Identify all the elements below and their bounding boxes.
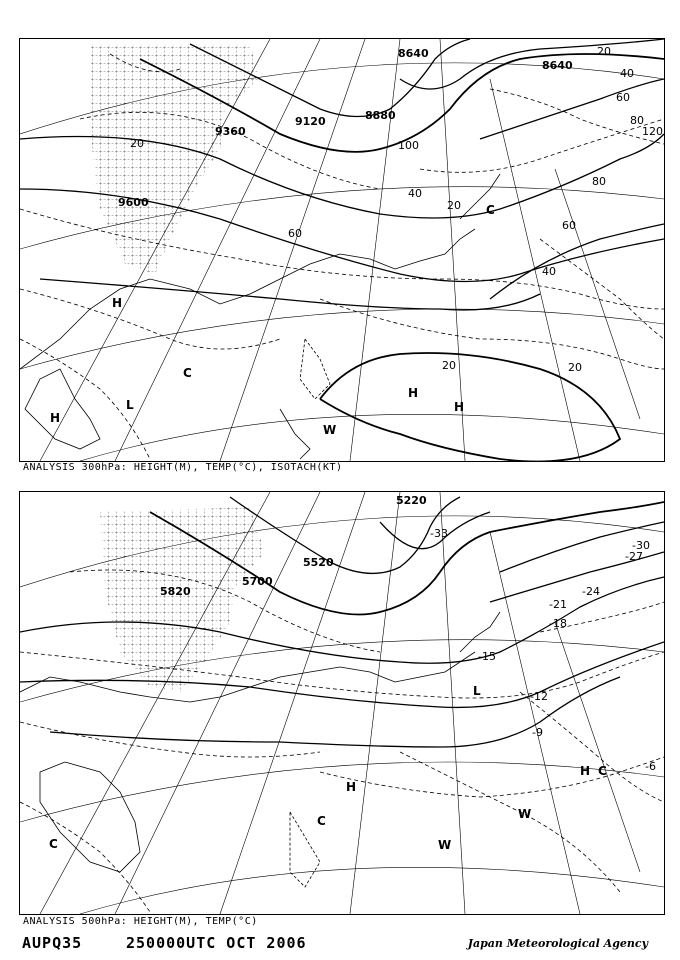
temperature-label: -30 [632, 539, 650, 552]
height-label: 5700 [242, 575, 273, 588]
temperature-label: -27 [625, 550, 643, 563]
isotach-label: 120 [642, 125, 663, 138]
isotach-label: 80 [592, 175, 606, 188]
isotach-label: 80 [630, 114, 644, 127]
isotach-label: 20 [442, 359, 456, 372]
isotach-label: 40 [542, 265, 556, 278]
cold-center-marker: C [598, 764, 607, 778]
cold-center-marker: C [49, 837, 58, 851]
isotach-label: 60 [562, 219, 576, 232]
isotach-label: 60 [288, 227, 302, 240]
warm-center-marker: W [438, 838, 452, 852]
temperature-label: -21 [549, 598, 567, 611]
isotach-label: 20 [447, 199, 461, 212]
height-label: 9600 [118, 196, 149, 209]
temperature-label: -12 [530, 690, 548, 703]
high-pressure-marker: H [408, 386, 419, 400]
height-label: 5520 [303, 556, 334, 569]
terrain-hatch [90, 44, 260, 274]
terrain-hatch [100, 507, 265, 692]
temperature-label: -18 [549, 617, 567, 630]
isotach-label: 100 [398, 139, 419, 152]
warm-center-marker: W [323, 423, 337, 437]
high-pressure-marker: H [454, 400, 465, 414]
warm-center-marker: W [518, 807, 532, 821]
height-label: 5220 [396, 494, 427, 507]
coastline [20, 174, 500, 459]
isotach-label: 40 [620, 67, 634, 80]
low-pressure-marker: L [473, 684, 481, 698]
high-pressure-marker: H [580, 764, 591, 778]
low-pressure-marker: L [126, 398, 134, 412]
valid-time: 250000UTC OCT 2006 [126, 934, 307, 952]
height-label: 9120 [295, 115, 326, 128]
map-panel-300hpa [19, 38, 665, 462]
temperature-label: -6 [645, 760, 656, 773]
map-panel-500hpa [19, 491, 665, 915]
height-label: 8640 [542, 59, 573, 72]
temperature-label: -24 [582, 585, 600, 598]
isotach-label: 40 [408, 187, 422, 200]
cold-center-marker: C [183, 366, 192, 380]
isotach-label: 60 [616, 91, 630, 104]
high-pressure-marker: H [50, 411, 61, 425]
height-label: 5820 [160, 585, 191, 598]
cold-center-marker: C [317, 814, 326, 828]
high-pressure-marker: H [112, 296, 123, 310]
agency-name: Japan Meteorological Agency [467, 937, 648, 950]
height-label: 9360 [215, 125, 246, 138]
isotach-label: 20 [130, 137, 144, 150]
panel-500-caption: ANALYSIS 500hPa: HEIGHT(M), TEMP(°C) [23, 916, 258, 927]
height-label: 8640 [398, 47, 429, 60]
chart-id: AUPQ35 [22, 934, 83, 952]
isotach-label: 20 [568, 361, 582, 374]
high-pressure-marker: H [346, 780, 357, 794]
temperature-label: -9 [532, 726, 543, 739]
map-300hpa-graphic [20, 39, 664, 461]
map-500hpa-graphic [20, 492, 664, 914]
temperature-label: -15 [478, 650, 496, 663]
isotach-label: 20 [597, 45, 611, 58]
height-label: 8880 [365, 109, 396, 122]
cold-center-marker: C [486, 203, 495, 217]
temperature-label: -33 [430, 527, 448, 540]
panel-300-caption: ANALYSIS 300hPa: HEIGHT(M), TEMP(°C), ISOTACH(KT) [23, 462, 343, 473]
